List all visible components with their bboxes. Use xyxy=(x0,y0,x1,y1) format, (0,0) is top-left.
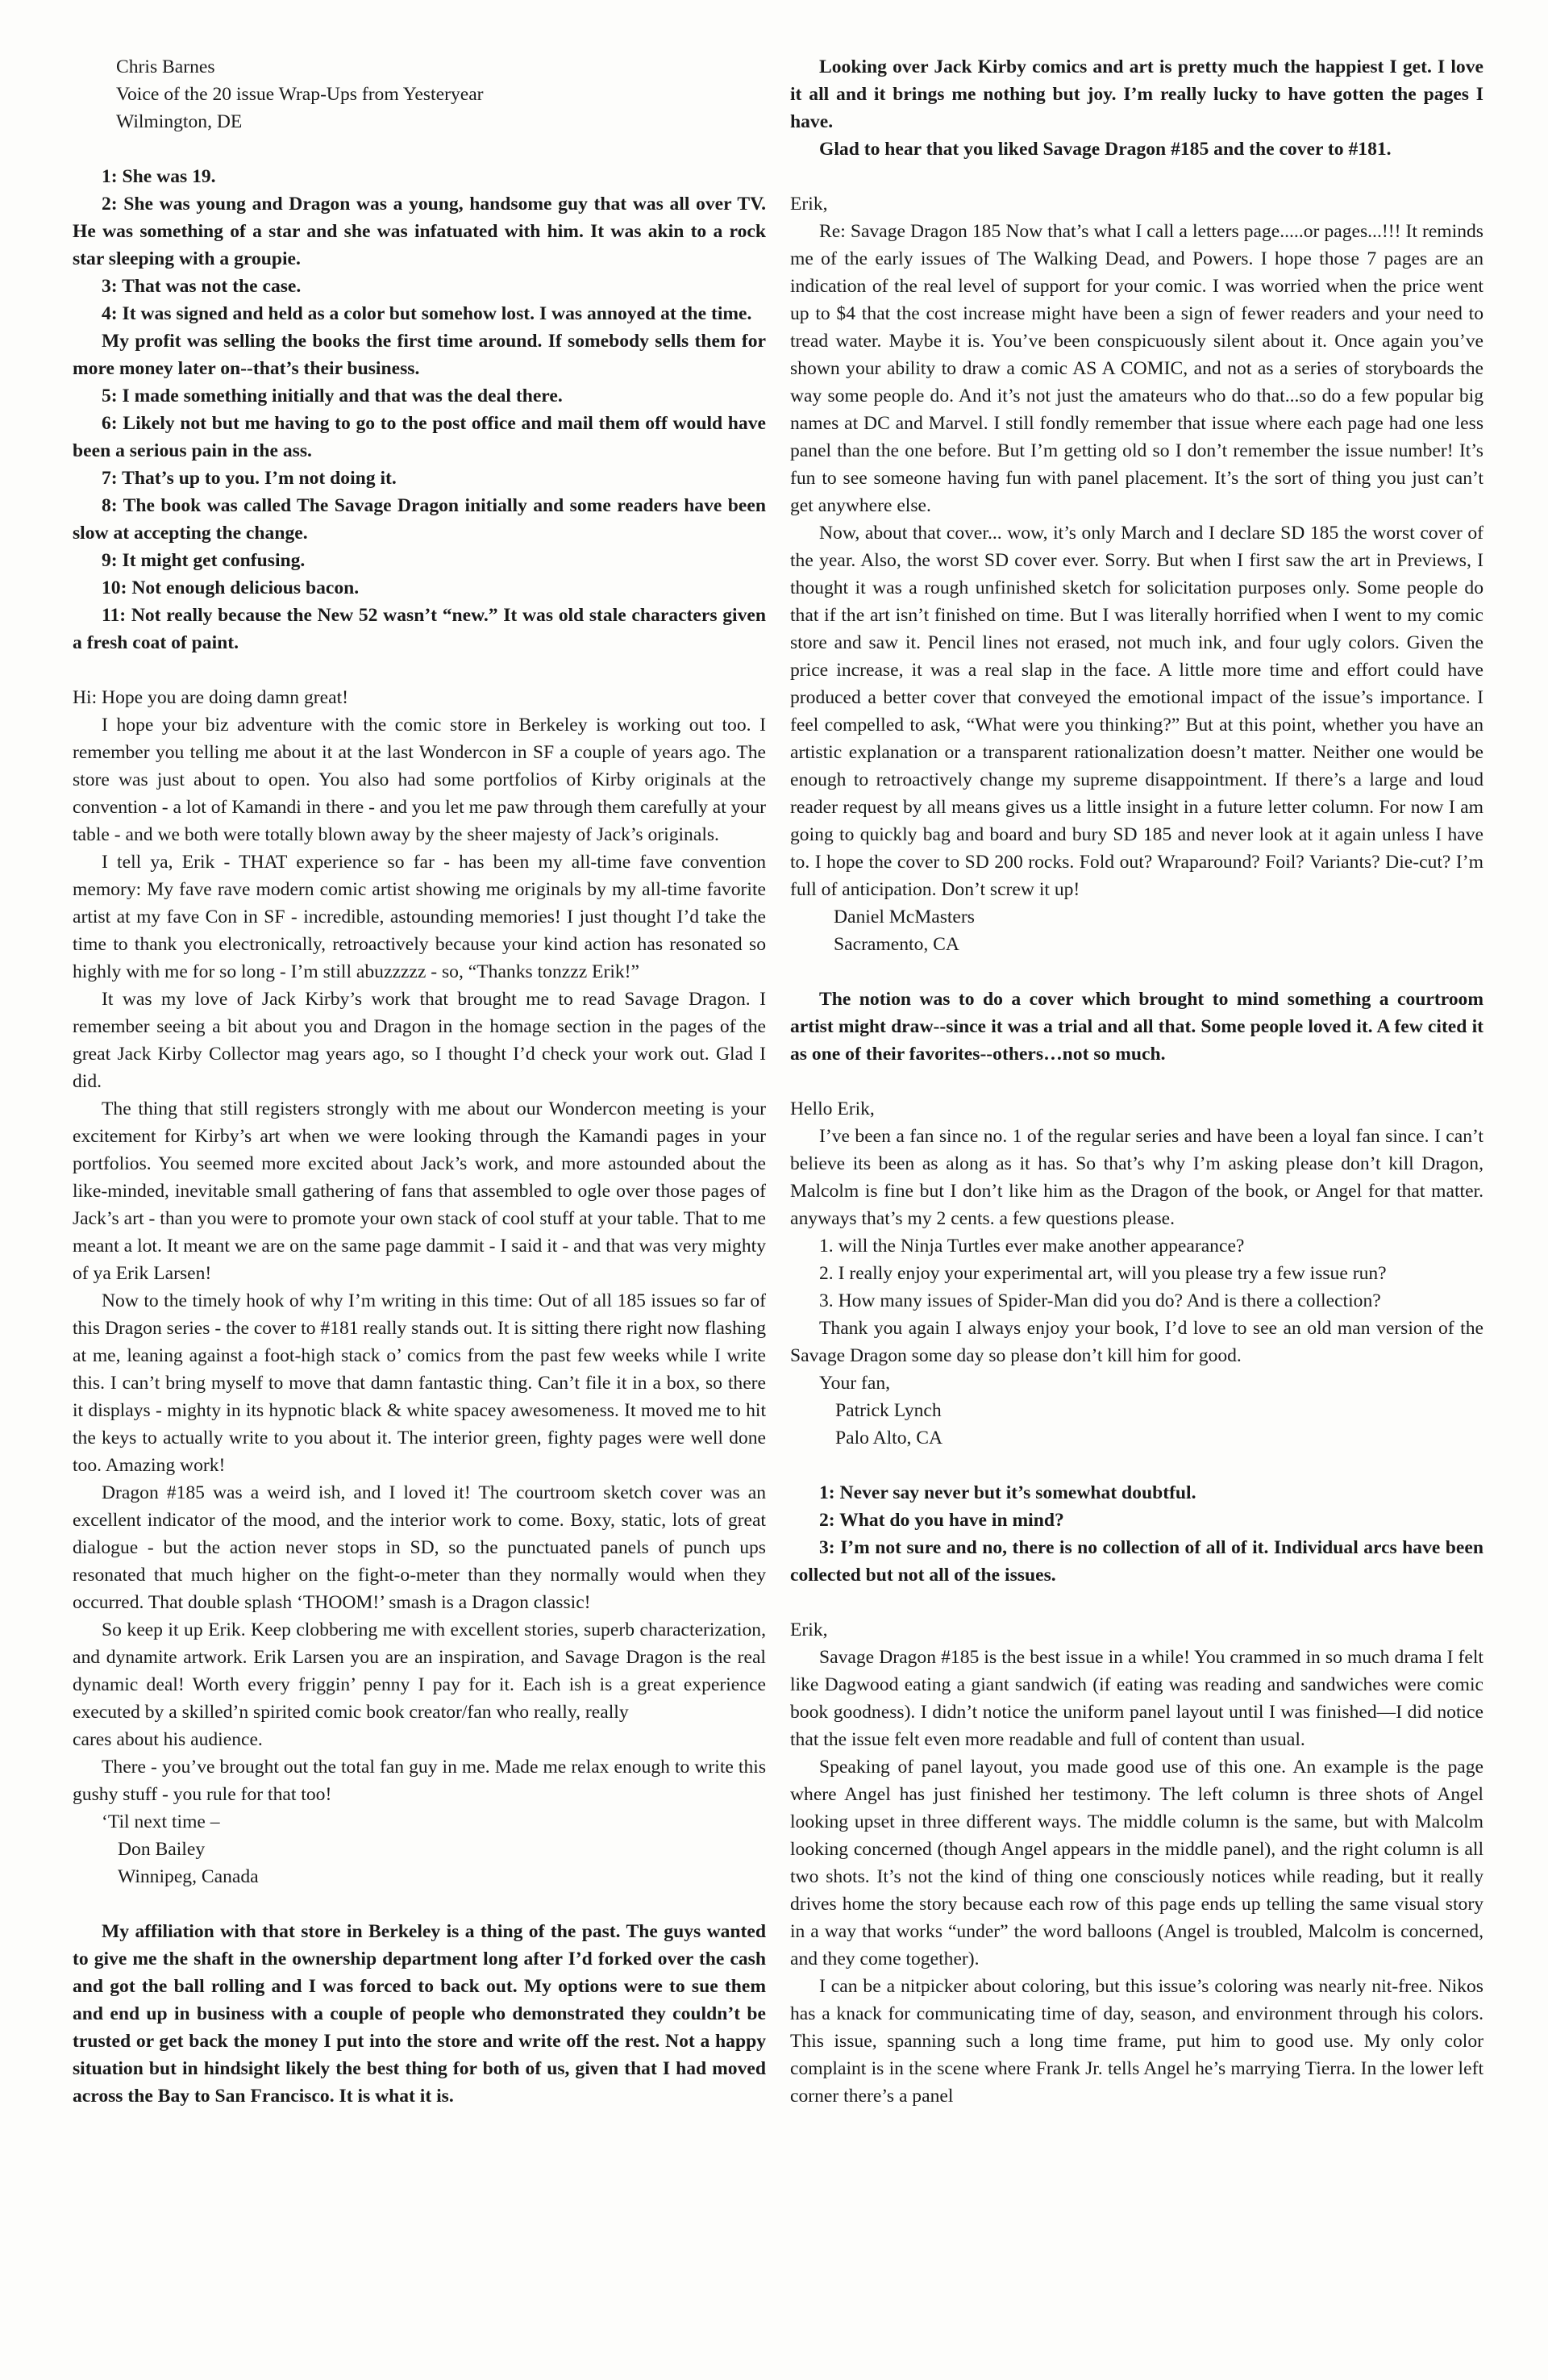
letter-paragraph: Now to the timely hook of why I’m writing in this time: Out of all 185 issues so far of this Dragon series - the cover to #181 really stands out. It is sitting there right now flashing at me, leaning against a foot-high stack o’ comics from the past few weeks while I write this. I can’t bring myself to move that damn fantastic thing. Can’t file it in a box, so there it displays - mighty in its hypnotic black & white spacey awesomeness. It moved me to hit the keys to actually write to you about it. The interior green, fighty pages were well done too. Amazing work! xyxy=(73,1290,766,1476)
letter-salutation: Hi: Hope you are doing damn great! xyxy=(73,687,349,708)
answer-line: 1: Never say never but it’s somewhat doubtful. xyxy=(819,1482,1196,1503)
letter-salutation: Hello Erik, xyxy=(790,1098,875,1119)
answer-line: 5: I made something initially and that was the deal there. xyxy=(102,386,563,406)
answer-line: 7: That’s up to you. I’m not doing it. xyxy=(102,468,397,489)
signoff-line: Your fan, xyxy=(819,1373,891,1394)
answer-line: 3: That was not the case. xyxy=(102,276,302,297)
answer-paragraph: The notion was to do a cover which brought to mind something a courtroom artist might draw--since it was a trial and all that. Some people loved it. A few cited it as one of their favorites--others…not so much. xyxy=(790,989,1484,1065)
answer-line: 2: What do you have in mind? xyxy=(819,1510,1064,1531)
letter-paragraph: Now, about that cover... wow, it’s only March and I declare SD 185 the worst cover of the year. Also, the worst SD cover ever. Sorry. But when I first saw the art in Previews, I thought it was a rough unfinished sketch for solicitation purposes only. Some people do that if the art isn’t finished on time. But I was literally horrified when I went to my comic store and saw it. Pencil lines not erased, not much ink, and four ugly colors. Given the price increase, it was a real slap in the face. A little more time and effort could have produced a better cover that conveyed the emotional impact of the issue’s importance. I feel compelled to ask, “What were you thinking?” But at this point, whether you have an artistic explanation or a transparent rationalization doesn’t matter. Neither one would be enough to retroactively change my supreme disappointment. If there’s a large and loud reader request by all means gives us a little insight in a future letter column. For now I am going to quickly bag and board and bury SD 185 and never look at it again unless I have to. I hope the cover to SD 200 rocks. Fold out? Wraparound? Foil? Variants? Die-cut? I’m full of anticipation. Don’t screw it up! xyxy=(790,523,1484,900)
signature-location: Palo Alto, CA xyxy=(835,1428,943,1448)
signature-don-bailey xyxy=(73,1836,766,1890)
answer-line: 6: Likely not but me having to go to the post office and mail them off would have been a serious pain in the ass. xyxy=(73,413,766,461)
answer-line: 8: The book was called The Savage Dragon initially and some readers have been slow at accepting the change. xyxy=(73,495,766,544)
signature-name: Patrick Lynch xyxy=(835,1400,942,1421)
signature-location: Sacramento, CA xyxy=(834,934,959,955)
question-line: 3. How many issues of Spider-Man did you do? And is there a collection? xyxy=(819,1290,1381,1311)
signature-location: Winnipeg, Canada xyxy=(118,1866,259,1887)
letter-paragraph: It was my love of Jack Kirby’s work that brought me to read Savage Dragon. I remember seeing a bit about you and Dragon in the homage section in the pages of the great Jack Kirby Collector mag years ago, so I thought I’d check your work out. Glad I did. xyxy=(73,989,766,1092)
letter-paragraph: Dragon #185 was a weird ish, and I loved it! The courtroom sketch cover was an excellent indicator of the mood, and the interior work to come. Boxy, static, lots of great dialogue - but the action never stops in SD, so the punctuated panels of punch ups resonated that much higher on the fight-o-meter than they normally would when they occurred. That double splash ‘THOOM!’ smash is a Dragon classic! xyxy=(73,1482,766,1613)
signature-patrick-lynch xyxy=(790,1397,1484,1452)
signature-location: Wilmington, DE xyxy=(116,111,243,132)
letter-paragraph: Thank you again I always enjoy your book, I’d love to see an old man version of the Savage Dragon some day so please don’t kill him for good. xyxy=(790,1318,1484,1366)
answer-paragraph: Looking over Jack Kirby comics and art is pretty much the happiest I get. I love it all and it brings me nothing but joy. I’m really lucky to have gotten the pages I have. xyxy=(790,56,1484,132)
letter-paragraph: There - you’ve brought out the total fan guy in me. Made me relax enough to write this gushy stuff - you rule for that too! xyxy=(73,1757,766,1805)
answer-line: 11: Not really because the New 52 wasn’t “new.” It was old stale characters given a fresh coat of paint. xyxy=(73,605,766,653)
right-column xyxy=(790,53,1484,2344)
answer-paragraph: My affiliation with that store in Berkeley is a thing of the past. The guys wanted to give me the shaft in the ownership department long after I’d forked over the cash and got the ball rolling and I was forced to back out. My options were to sue them and end up in business with a couple of people who demonstrated they couldn’t be trusted or get back the money I put into the store and write off the rest. Not a happy situation but in hindsight likely the best thing for both of us, given that I had moved across the Bay to San Francisco. It is what it is. xyxy=(73,1921,766,2107)
letter-paragraph: Savage Dragon #185 is the best issue in a while! You crammed in so much drama I felt like Dagwood eating a giant sandwich (if eating was reading and sandwiches were comic book goodness). I didn’t notice the uniform panel layout until I was finished—I did notice that the issue felt even more readable and full of content than usual. xyxy=(790,1647,1484,1750)
answer-paragraph: Glad to hear that you liked Savage Dragon #185 and the cover to #181. xyxy=(819,139,1392,160)
letter-salutation: Erik, xyxy=(790,194,828,215)
letter-paragraph: Re: Savage Dragon 185 Now that’s what I call a letters page.....or pages...!!! It reminds me of the early issues of The Walking Dead, and Powers. I hope those 7 pages are an indication of the real level of support for your comic. I was worried when the price went up to $4 that the cost increase might have been a sign of fewer readers and your need to tread water. Maybe it is. You’ve been conspicuously silent about it. Once again you’ve shown your ability to draw a comic AS A COMIC, and not as a series of storyboards the way some people do. And it’s not just the amateurs who do that...so do a few popular big names at DC and Marvel. I still fondly remember that issue where each page had one less panel than the one before. But I’m getting old so I don’t remember the issue number! It’s fun to see someone having fun with panel placement. It’s the sort of thing you just can’t get anywhere else. xyxy=(790,221,1484,516)
answer-line: 4: It was signed and held as a color but somehow lost. I was annoyed at the time. xyxy=(102,303,752,324)
signature-daniel-mcmasters xyxy=(790,903,1484,958)
letter-paragraph: So keep it up Erik. Keep clobbering me with excellent stories, superb characterization, and dynamite artwork. Erik Larsen you are an inspiration, and Savage Dragon is the real dynamic deal! Worth every friggin’ penny I pay for it. Each ish is a great experience executed by a skilled’n spirited comic book creator/fan who really, really xyxy=(73,1619,766,1723)
left-column xyxy=(73,53,766,2344)
question-line: 2. I really enjoy your experimental art, will you please try a few issue run? xyxy=(819,1263,1387,1284)
letter-paragraph: Speaking of panel layout, you made good use of this one. An example is the page where Angel has just finished her testimony. The left column is three shots of Angel looking upset in three different ways. The middle column is the same, but with Malcolm looking concerned (though Angel appears in the middle panel), and the right column is all two shots. It’s not the kind of thing one consciously notices while reading, but it really drives home the story because each row of this page ends up telling the same visual story in a way that works “under” the word balloons (Angel is troubled, Malcolm is concerned, and they come together). xyxy=(790,1757,1484,1969)
signature-name: Daniel McMasters xyxy=(834,907,975,927)
letter-paragraph: The thing that still registers strongly with me about our Wondercon meeting is your excitement for Kirby’s art when we were looking through the Kamandi pages in your portfolios. You seemed more excited about Jack’s work, and more astounded about the like-minded, inevitable small gathering of fans that assembled to ogle over those pages of Jack’s art - than you were to promote your own stack of cool stuff at your table. That to me meant a lot. It meant we are on the same page dammit - I said it - and that was very mighty of ya Erik Larsen! xyxy=(73,1098,766,1284)
letter-paragraph-continued: cares about his audience. xyxy=(73,1729,263,1750)
letter-paragraph: I can be a nitpicker about coloring, but this issue’s coloring was nearly nit-free. Nikos has a knack for communicating time of day, season, and environment through his colors. This issue, spanning such a long time frame, put him to good use. My only color complaint is in the scene where Frank Jr. tells Angel he’s marrying Tierra. In the lower left corner there’s a panel xyxy=(790,1976,1484,2107)
signature-name: Don Bailey xyxy=(118,1839,206,1860)
letter-paragraph: I’ve been a fan since no. 1 of the regular series and have been a loyal fan since. I can’t believe its been as along as it has. So that’s why I’m asking please don’t kill Dragon, Malcolm is fine but I don’t like him as the Dragon of the book, or Angel for that matter. anyways that’s my 2 cents. a few questions please. xyxy=(790,1126,1484,1229)
signoff-line: ‘Til next time – xyxy=(102,1811,220,1832)
signature-title: Voice of the 20 issue Wrap-Ups from Yesteryear xyxy=(116,84,484,105)
question-line: 1. will the Ninja Turtles ever make another appearance? xyxy=(819,1236,1245,1257)
letter-salutation: Erik, xyxy=(790,1619,828,1640)
signature-chris-barnes xyxy=(73,53,766,135)
answer-line: 10: Not enough delicious bacon. xyxy=(102,577,360,598)
answer-line: My profit was selling the books the first time around. If somebody sells them for more money later on--that’s their business. xyxy=(73,331,766,379)
answer-line: 9: It might get confusing. xyxy=(102,550,306,571)
letter-paragraph: I tell ya, Erik - THAT experience so far - has been my all-time fave convention memory: My fave rave modern comic artist showing me originals by my all-time favorite artist at my fave Con in SF - incredible, astounding memories! I just thought I’d take the time to thank you electronically, retroactively because your kind action has resonated so highly with me for so long - I’m still abuzzzzz - so, “Thanks tonzzz Erik!” xyxy=(73,852,766,982)
letter-paragraph: I hope your biz adventure with the comic store in Berkeley is working out too. I remember you telling me about it at the last Wondercon in SF a couple of years ago. The store was just about to open. You also had some portfolios of Kirby originals at the convention - a lot of Kamandi in there - and you let me paw through them carefully at your table - and we both were totally blown away by the sheer majesty of Jack’s originals. xyxy=(73,715,766,845)
answer-line: 2: She was young and Dragon was a young, handsome guy that was all over TV. He was something of a star and she was infatuated with him. It was akin to a rock star sleeping with a groupie. xyxy=(73,194,766,269)
answer-line: 1: She was 19. xyxy=(102,166,216,187)
answer-line: 3: I’m not sure and no, there is no collection of all of it. Individual arcs have been collected but not all of the issues. xyxy=(790,1537,1484,1586)
signature-name: Chris Barnes xyxy=(116,56,215,77)
